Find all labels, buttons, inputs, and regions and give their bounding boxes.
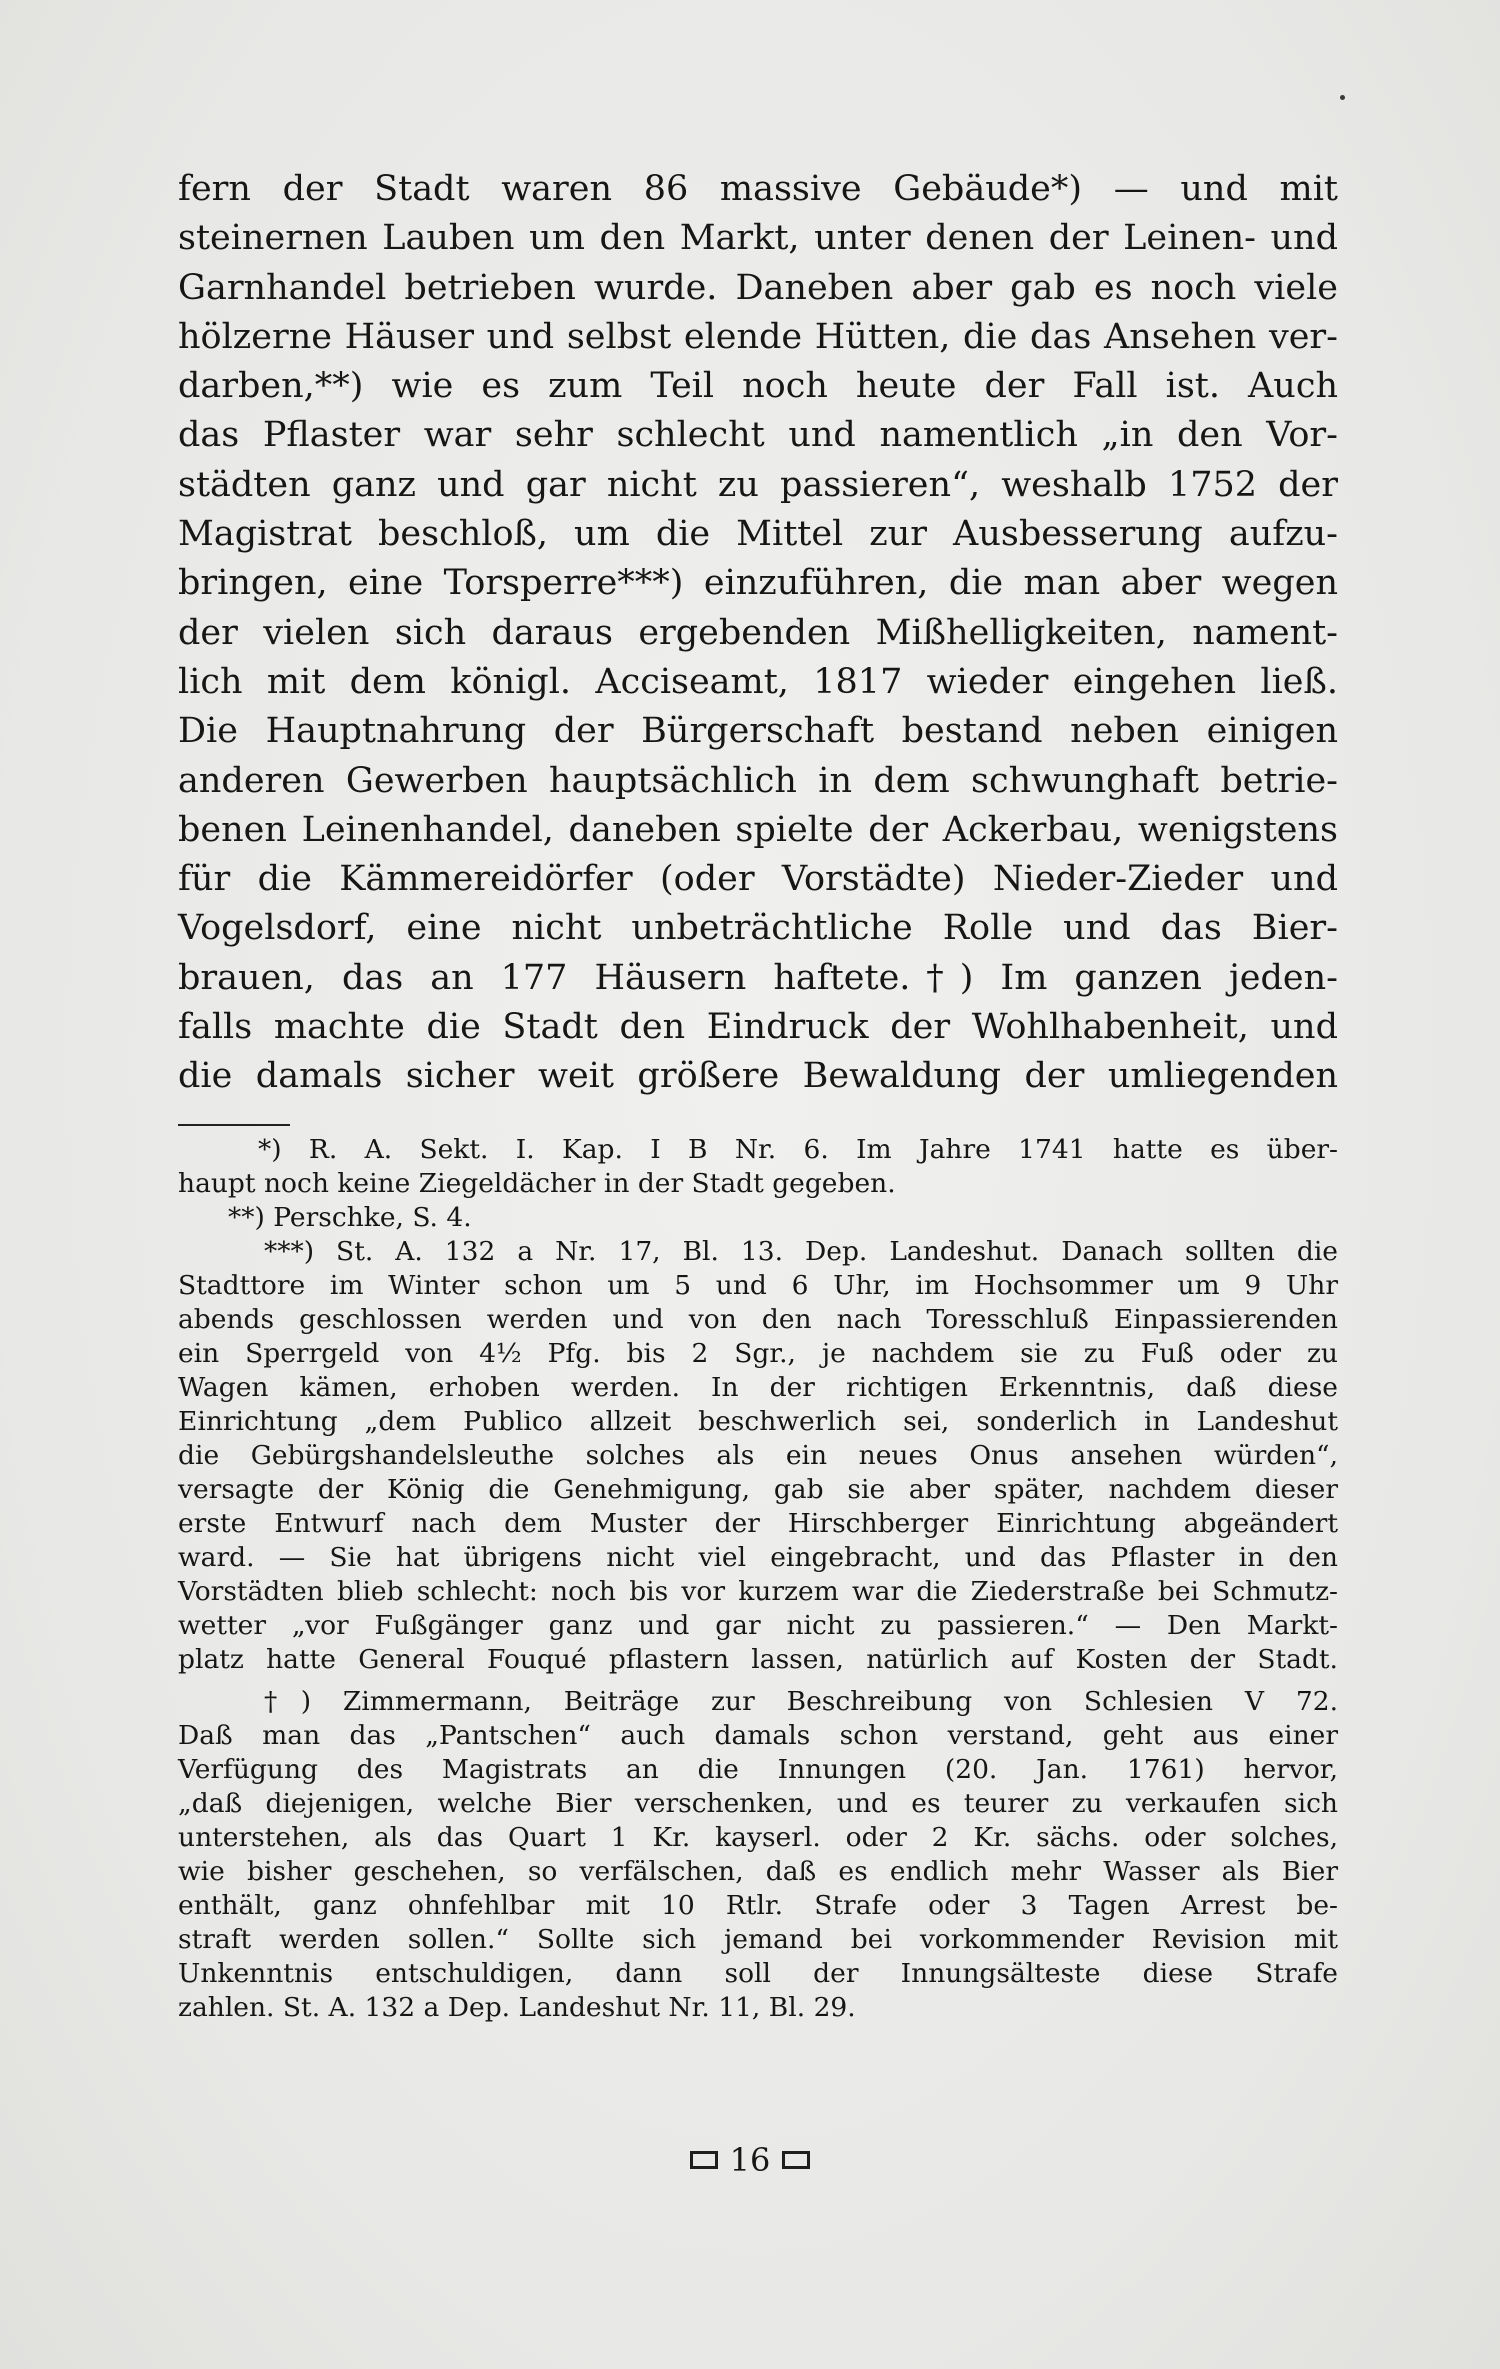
footnote-4-line: Daß man das „Pantschen“ auch damals schon verstand, geht aus einer: [178, 1720, 1338, 1751]
footnote-3-line: ein Sperrgeld von 4½ Pfg. bis 2 Sgr., je nachdem sie zu Fuß oder zu: [178, 1338, 1338, 1369]
main-text-line: hölzerne Häuser und selbst elende Hütten, die das Ansehen ver-: [178, 316, 1338, 357]
footnote-3-line: Vorstädten blieb schlecht: noch bis vor kurzem war die Ziederstraße bei Schmutz-: [178, 1576, 1338, 1607]
footnote-2-line: **) Perschke, S. 4.: [228, 1202, 472, 1233]
ornament-box-icon: [690, 2151, 718, 2169]
main-text-line: Magistrat beschloß, um die Mittel zur Ausbesserung aufzu-: [178, 514, 1338, 555]
footnote-3-line: erste Entwurf nach dem Muster der Hirschberger Einrichtung abgeändert: [178, 1508, 1338, 1539]
main-text-line: darben,**) wie es zum Teil noch heute der Fall ist. Auch: [178, 366, 1338, 407]
main-text-line: benen Leinenhandel, daneben spielte der Ackerbau, wenigstens: [178, 809, 1338, 850]
main-text-line: lich mit dem königl. Acciseamt, 1817 wieder eingehen ließ.: [178, 661, 1338, 702]
page-number-area: [0, 2140, 1500, 2180]
footnote-3-line: wetter „vor Fußgänger ganz und gar nicht zu passieren.“ — Den Markt-: [178, 1610, 1338, 1641]
main-text-line: steinernen Lauben um den Markt, unter denen der Leinen- und: [178, 218, 1338, 259]
footnote-1-line: haupt noch keine Ziegeldächer in der Stadt gegeben.: [178, 1168, 896, 1199]
main-text-line: das Pflaster war sehr schlecht und namentlich „in den Vor-: [178, 415, 1338, 456]
footnotes-block: [178, 1133, 1338, 2025]
main-text-line: fern der Stadt waren 86 massive Gebäude*) — und mit: [178, 169, 1338, 209]
footnote-4-line: straft werden sollen.“ Sollte sich jemand bei vorkommender Revision mit: [178, 1924, 1338, 1955]
footnote-separator: [178, 1124, 290, 1126]
footnote-4-line: unterstehen, als das Quart 1 Kr. kayserl. oder 2 Kr. sächs. oder solches,: [178, 1822, 1338, 1853]
footnote-4-line: zahlen. St. A. 132 a Dep. Landeshut Nr. 11, Bl. 29.: [178, 1992, 856, 2023]
footnote-1-line: *) R. A. Sekt. I. Kap. I B Nr. 6. Im Jahre 1741 hatte es über-: [258, 1134, 1338, 1165]
main-text-line: brauen, das an 177 Häusern haftete.†) Im ganzen jeden-: [178, 957, 1338, 998]
footnote-4-line: Unkenntnis entschuldigen, dann soll der Innungsälteste diese Strafe: [178, 1958, 1338, 1989]
print-speck: [1340, 95, 1345, 100]
footnote-4-line: wie bisher geschehen, so verfälschen, daß es endlich mehr Wasser als Bier: [178, 1856, 1338, 1887]
ornament-box-icon: [782, 2151, 810, 2169]
main-paragraph: [178, 165, 1338, 1102]
footnote-3-line: ward. — Sie hat übrigens nicht viel eingebracht, und das Pflaster in den: [178, 1542, 1338, 1573]
footnote-3-line: Stadttore im Winter schon um 5 und 6 Uhr, im Hochsommer um 9 Uhr: [178, 1270, 1338, 1301]
main-text-line: der vielen sich daraus ergebenden Mißhelligkeiten, nament-: [178, 612, 1338, 653]
footnote-3-line: die Gebürgshandelsleuthe solches als ein neues Onus ansehen würden“,: [178, 1440, 1338, 1471]
footnote-4-line: †) Zimmermann, Beiträge zur Beschreibung von Schlesien V 72.: [264, 1686, 1338, 1717]
footnote-3-line: versagte der König die Genehmigung, gab sie aber später, nachdem dieser: [178, 1474, 1338, 1505]
footnote-3-line: abends geschlossen werden und von den nach Toresschluß Einpassierenden: [178, 1304, 1338, 1335]
footnote-3-line: platz hatte General Fouqué pflastern lassen, natürlich auf Kosten der Stadt.: [178, 1644, 1338, 1675]
main-text-line: bringen, eine Torsperre***) einzuführen, die man aber wegen: [178, 563, 1338, 604]
main-text-line: Vogelsdorf, eine nicht unbeträchtliche Rolle und das Bier-: [178, 908, 1338, 949]
main-text-line: Garnhandel betrieben wurde. Daneben aber gab es noch viele: [178, 267, 1338, 308]
footnote-3-line: Einrichtung „dem Publico allzeit beschwerlich sei, sonderlich in Landeshut: [178, 1406, 1338, 1437]
main-text-line: städten ganz und gar nicht zu passieren“, weshalb 1752 der: [178, 464, 1338, 505]
footnote-4-line: Verfügung des Magistrats an die Innungen (20. Jan. 1761) hervor,: [178, 1754, 1338, 1785]
page-number: 16: [729, 2141, 771, 2179]
main-text-line: die damals sicher weit größere Bewaldung der umliegenden: [178, 1056, 1338, 1097]
footnote-3-line: Wagen kämen, erhoben werden. In der richtigen Erkenntnis, daß diese: [178, 1372, 1338, 1403]
main-text-line: Die Hauptnahrung der Bürgerschaft bestand neben einigen: [178, 711, 1338, 752]
main-text-line: anderen Gewerben hauptsächlich in dem schwunghaft betrie-: [178, 760, 1338, 801]
main-text-line: für die Kämmereidörfer (oder Vorstädte) Nieder-Zieder und: [178, 859, 1338, 900]
main-text-line: falls machte die Stadt den Eindruck der Wohlhabenheit, und: [178, 1007, 1338, 1048]
footnote-4-line: enthält, ganz ohnfehlbar mit 10 Rtlr. Strafe oder 3 Tagen Arrest be-: [178, 1890, 1338, 1921]
footnote-3-line: ***) St. A. 132 a Nr. 17, Bl. 13. Dep. Landeshut. Danach sollten die: [264, 1236, 1338, 1267]
footnote-4-line: „daß diejenigen, welche Bier verschenken, und es teurer zu verkaufen sich: [178, 1788, 1338, 1819]
